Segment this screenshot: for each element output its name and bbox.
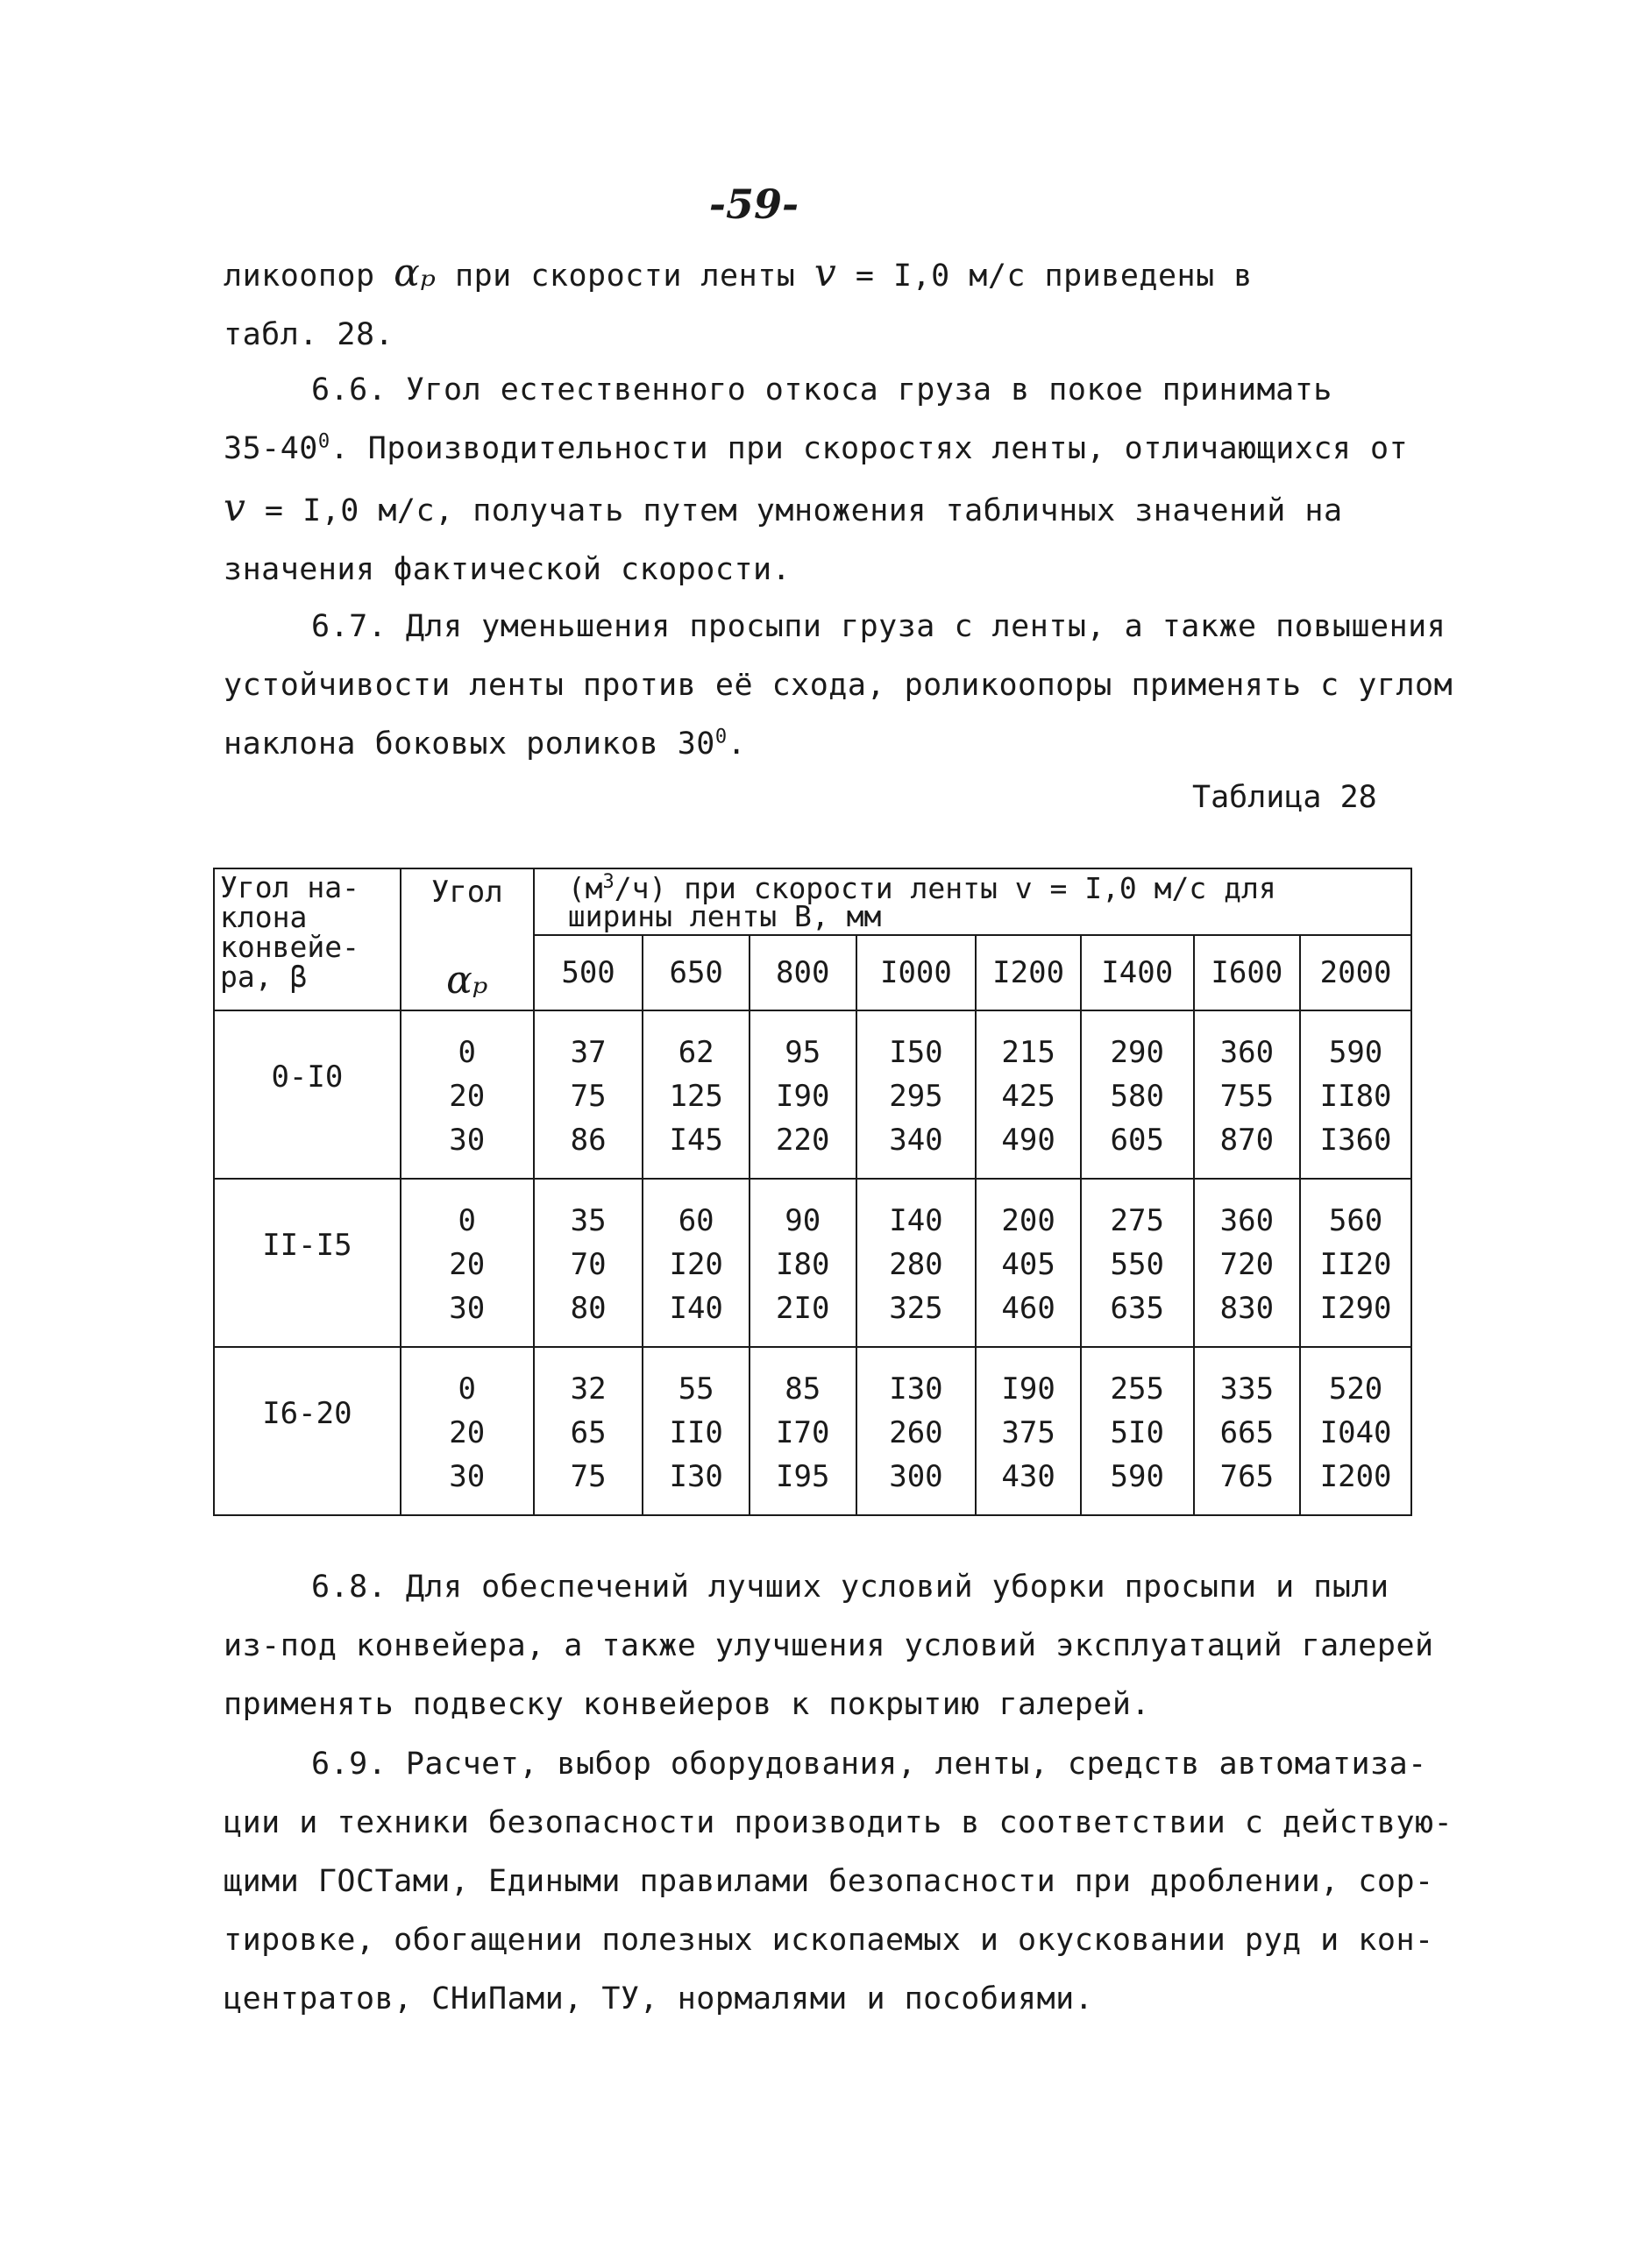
p67-period: . — [727, 726, 747, 762]
capacity-value: I90 — [776, 1079, 830, 1114]
header-ugol — [401, 868, 534, 1010]
p68-line-3: применять подвеску конвейеров к покрытию галерей. — [224, 1687, 1151, 1722]
alpha-column-cell — [401, 1179, 534, 1347]
capacity-value: 275 — [1110, 1203, 1164, 1238]
header-capacity-line2: ширины ленты В, мм — [567, 899, 882, 933]
alpha-value: 30 — [449, 1291, 486, 1326]
capacity-value: I90 — [1001, 1371, 1055, 1407]
capacity-value: 55 — [678, 1371, 714, 1407]
capacity-value: II0 — [669, 1415, 723, 1450]
alpha-value: 0 — [458, 1371, 477, 1407]
capacity-value: 425 — [1001, 1079, 1055, 1114]
p67-line-1: 6.7. Для уменьшения просыпи груза с ленты, а также повышения — [311, 609, 1446, 644]
capacity-value: 75 — [570, 1459, 607, 1494]
degree-mark: 0 — [714, 726, 728, 748]
degree-mark: 0 — [317, 430, 330, 453]
p66-line-2 — [224, 420, 1425, 478]
capacity-column-cell — [1194, 1179, 1301, 1347]
header-width-cell: I200 — [976, 935, 1081, 1010]
capacity-value: 85 — [785, 1371, 821, 1407]
capacity-value: 520 — [1328, 1371, 1383, 1407]
p66-line-3 — [224, 478, 1425, 541]
capacity-value: I360 — [1319, 1123, 1392, 1158]
capacity-value: 405 — [1001, 1247, 1055, 1282]
capacity-column-cell — [976, 1347, 1081, 1515]
capacity-value: 295 — [889, 1079, 943, 1114]
capacity-column-cell — [976, 1179, 1081, 1347]
capacity-value: 60 — [678, 1203, 714, 1238]
table-group-row — [214, 1010, 1411, 1179]
capacity-value: 605 — [1110, 1123, 1164, 1158]
beta-range-cell: II-I5 — [214, 1179, 401, 1347]
capacity-column-cell — [1300, 1010, 1411, 1179]
alpha-value: 30 — [449, 1459, 486, 1494]
capacity-value: I290 — [1319, 1291, 1392, 1326]
intro-paragraph — [224, 244, 1425, 365]
intro-line-2: табл. 28. — [224, 317, 394, 352]
alpha-value: 20 — [449, 1247, 486, 1282]
table-group-row — [214, 1179, 1411, 1347]
p67-text: наклона боковых роликов 30 — [224, 726, 715, 762]
capacity-column-cell — [1300, 1179, 1411, 1347]
capacity-value: 550 — [1110, 1247, 1164, 1282]
velocity-symbol: v — [814, 251, 837, 295]
capacity-value: I20 — [669, 1247, 723, 1282]
header-width-cell: 650 — [643, 935, 750, 1010]
capacity-column-cell — [643, 1179, 750, 1347]
capacity-value: 360 — [1219, 1203, 1275, 1238]
header-ugol-text: Угол — [430, 875, 503, 910]
capacity-table — [213, 868, 1412, 1516]
capacity-column-cell — [976, 1010, 1081, 1179]
capacity-column-cell — [856, 1179, 977, 1347]
capacity-value: I40 — [889, 1203, 943, 1238]
header-capacity-sup: 3 — [602, 871, 615, 893]
capacity-value: 35 — [570, 1203, 607, 1238]
capacity-value: 95 — [785, 1035, 821, 1070]
capacity-value: 580 — [1110, 1079, 1164, 1114]
capacity-column-cell — [534, 1347, 643, 1515]
p69-line-2: ции и техники безопасности производить в соответствии с действую- — [224, 1805, 1453, 1840]
header-width-cell: I400 — [1081, 935, 1194, 1010]
alpha-value: 20 — [449, 1079, 486, 1114]
capacity-column-cell — [1081, 1010, 1194, 1179]
capacity-value: 765 — [1219, 1459, 1275, 1494]
p68-line-1: 6.8. Для обеспечений лучших условий уборки просыпи и пыли — [311, 1570, 1389, 1605]
capacity-value: 635 — [1110, 1291, 1164, 1326]
capacity-column-cell — [1194, 1347, 1301, 1515]
header-angle — [214, 868, 401, 1010]
beta-range-cell: 0-I0 — [214, 1010, 401, 1179]
table-caption: Таблица 28 — [1192, 780, 1377, 815]
header-width-cell: 500 — [534, 935, 643, 1010]
capacity-value: I95 — [776, 1459, 830, 1494]
header-angle-line: конвейе- — [220, 930, 359, 964]
capacity-value: 870 — [1219, 1123, 1275, 1158]
capacity-value: II80 — [1319, 1079, 1392, 1114]
alpha-symbol: αₚ — [394, 251, 437, 295]
alpha-value: 0 — [458, 1035, 477, 1070]
p66-line-3-text: = I,0 м/с, получать путем умножения табличных значений на — [245, 493, 1343, 528]
capacity-value: 260 — [889, 1415, 943, 1450]
p67-line-2: устойчивости ленты против её схода, роликоопоры применять с углом — [224, 668, 1453, 703]
alpha-column-cell — [401, 1347, 534, 1515]
capacity-column-cell — [750, 1010, 856, 1179]
intro-text-a: ликоопор — [224, 259, 394, 294]
capacity-column-cell — [1081, 1179, 1194, 1347]
capacity-value: II20 — [1319, 1247, 1392, 1282]
capacity-column-cell — [1300, 1347, 1411, 1515]
capacity-column-cell — [534, 1179, 643, 1347]
capacity-value: 560 — [1328, 1203, 1383, 1238]
capacity-column-cell — [1081, 1347, 1194, 1515]
header-angle-line: Угол на- — [220, 870, 359, 904]
capacity-value: 125 — [669, 1079, 723, 1114]
capacity-value: 80 — [570, 1291, 607, 1326]
paragraph-6-8 — [224, 1558, 1434, 1734]
capacity-value: I30 — [669, 1459, 723, 1494]
capacity-value: 5I0 — [1110, 1415, 1164, 1450]
alpha-value: 30 — [449, 1123, 486, 1158]
capacity-column-cell — [750, 1179, 856, 1347]
capacity-value: 340 — [889, 1123, 943, 1158]
intro-text-c: = I,0 м/с приведены в — [836, 259, 1253, 294]
capacity-value: 490 — [1001, 1123, 1055, 1158]
capacity-column-cell — [856, 1347, 977, 1515]
capacity-value: 255 — [1110, 1371, 1164, 1407]
capacity-value: I30 — [889, 1371, 943, 1407]
capacity-value: 86 — [570, 1123, 607, 1158]
capacity-value: 300 — [889, 1459, 943, 1494]
header-capacity — [534, 868, 1411, 935]
capacity-value: 590 — [1328, 1035, 1383, 1070]
header-capacity-a: (м — [567, 871, 603, 905]
capacity-value: 65 — [570, 1415, 607, 1450]
alpha-value: 0 — [458, 1203, 477, 1238]
alpha-column-cell — [401, 1010, 534, 1179]
capacity-value: 375 — [1001, 1415, 1055, 1450]
p69-line-1: 6.9. Расчет, выбор оборудования, ленты, средств автоматиза- — [311, 1747, 1427, 1782]
capacity-value: 90 — [785, 1203, 821, 1238]
capacity-value: 32 — [570, 1371, 607, 1407]
header-width-cell: I600 — [1194, 935, 1301, 1010]
header-row-1 — [214, 868, 1411, 935]
capacity-value: 335 — [1219, 1371, 1275, 1407]
capacity-column-cell — [534, 1010, 643, 1179]
page-number: -59- — [708, 181, 799, 228]
p67-line-3 — [224, 715, 1425, 774]
capacity-column-cell — [643, 1347, 750, 1515]
capacity-column-cell — [643, 1010, 750, 1179]
alpha-value: 20 — [449, 1415, 486, 1450]
capacity-value: 325 — [889, 1291, 943, 1326]
capacity-value: 720 — [1219, 1247, 1275, 1282]
paragraph-6-9 — [224, 1735, 1453, 2029]
header-width-cell: 2000 — [1300, 935, 1411, 1010]
header-width-cell: I000 — [856, 935, 977, 1010]
capacity-value: 755 — [1219, 1079, 1275, 1114]
capacity-value: 75 — [570, 1079, 607, 1114]
header-angle-line: ра, β — [220, 960, 308, 994]
capacity-value: 215 — [1001, 1035, 1055, 1070]
header-alpha-symbol: αₚ — [446, 958, 488, 1003]
paragraph-6-6 — [224, 361, 1425, 599]
capacity-value: I040 — [1319, 1415, 1392, 1450]
capacity-value: 62 — [678, 1035, 714, 1070]
p69-line-3: щими ГОСТами, Едиными правилами безопасности при дроблении, сор- — [224, 1864, 1434, 1899]
beta-range-cell: I6-20 — [214, 1347, 401, 1515]
velocity-symbol: v — [224, 485, 246, 530]
paragraph-6-7 — [224, 598, 1453, 774]
p69-line-4: тировке, обогащении полезных ископаемых и окусковании руд и кон- — [224, 1923, 1434, 1958]
capacity-value: 37 — [570, 1035, 607, 1070]
capacity-value: 430 — [1001, 1459, 1055, 1494]
capacity-value: 280 — [889, 1247, 943, 1282]
capacity-value: 70 — [570, 1247, 607, 1282]
capacity-column-cell — [750, 1347, 856, 1515]
header-capacity-b: /ч) при скорости ленты v = I,0 м/с для — [614, 871, 1276, 905]
header-width-cell: 800 — [750, 935, 856, 1010]
capacity-value: I70 — [776, 1415, 830, 1450]
intro-line-1 — [224, 244, 1425, 306]
header-angle-line: клона — [220, 900, 308, 934]
capacity-value: I80 — [776, 1247, 830, 1282]
p66-line-1: 6.6. Угол естественного откоса груза в покое принимать — [311, 372, 1332, 408]
capacity-value: 590 — [1110, 1459, 1164, 1494]
capacity-value: I45 — [669, 1123, 723, 1158]
capacity-value: I50 — [889, 1035, 943, 1070]
capacity-value: 360 — [1219, 1035, 1275, 1070]
capacity-value: 220 — [776, 1123, 830, 1158]
p66-line-4: значения фактической скорости. — [224, 552, 792, 587]
intro-text-b: при скорости ленты — [436, 259, 814, 294]
capacity-value: I200 — [1319, 1459, 1392, 1494]
capacity-value: 200 — [1001, 1203, 1055, 1238]
capacity-column-cell — [856, 1010, 977, 1179]
p66-range: 35-40 — [224, 431, 318, 466]
capacity-value: 460 — [1001, 1291, 1055, 1326]
p66-text: . Производительности при скоростях ленты, отличающихся от — [330, 431, 1409, 466]
p69-line-5: центратов, СНиПами, ТУ, нормалями и пособиями. — [224, 1981, 1094, 2016]
table-group-row — [214, 1347, 1411, 1515]
capacity-value: 665 — [1219, 1415, 1275, 1450]
capacity-value: 2I0 — [776, 1291, 830, 1326]
p68-line-2: из-под конвейера, а также улучшения условий эксплуатаций галерей — [224, 1628, 1434, 1663]
capacity-value: 830 — [1219, 1291, 1275, 1326]
capacity-column-cell — [1194, 1010, 1301, 1179]
capacity-value: I40 — [669, 1291, 723, 1326]
capacity-value: 290 — [1110, 1035, 1164, 1070]
